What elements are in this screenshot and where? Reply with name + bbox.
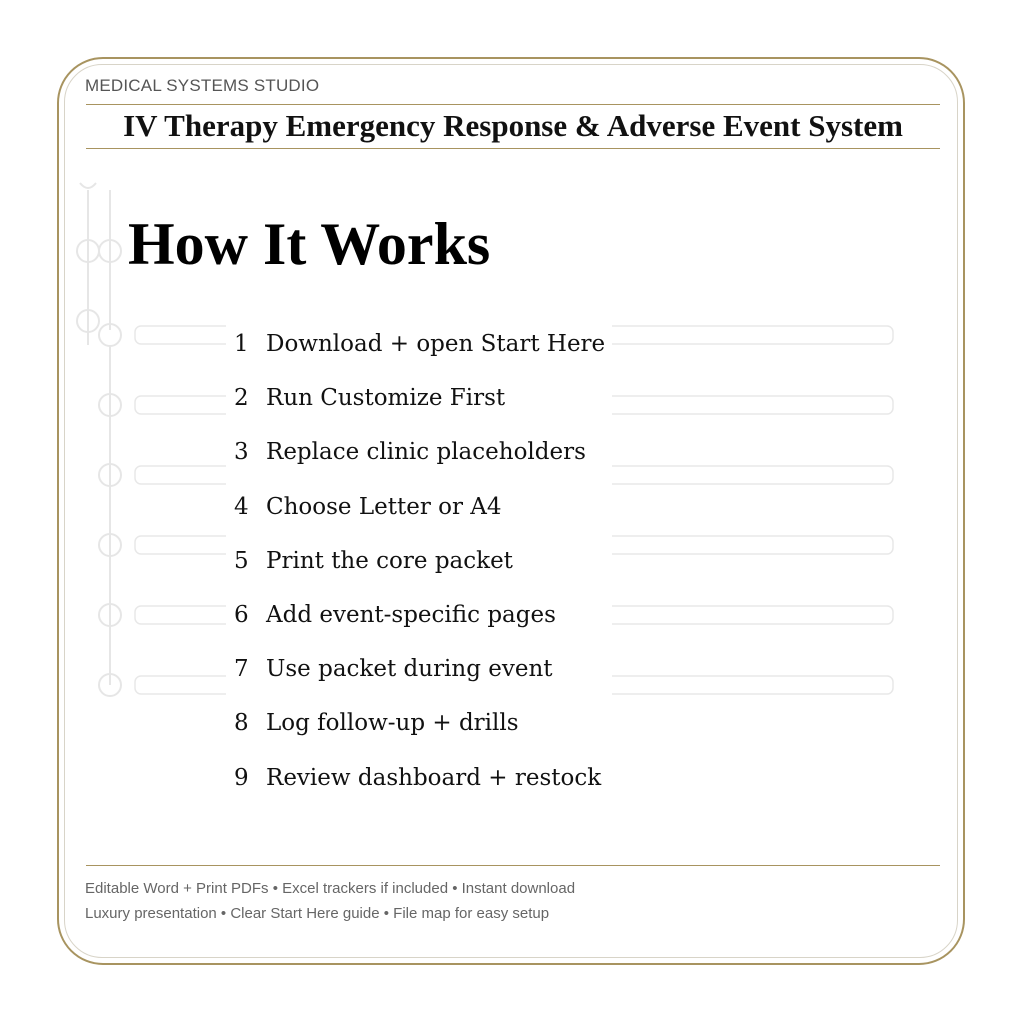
step-text: Run Customize First — [266, 385, 506, 411]
step-number: 9 — [234, 765, 249, 791]
step-text: Download + open Start Here — [266, 331, 606, 357]
footer-features-line2: Luxury presentation • Clear Start Here guide • File map for easy setup — [85, 905, 550, 922]
step-text: Add event-specific pages — [266, 602, 556, 628]
step-number: 7 — [234, 656, 249, 682]
step-item — [234, 598, 556, 632]
step-number: 3 — [234, 439, 249, 465]
step-text: Log follow-up + drills — [266, 710, 519, 736]
footer-rule — [86, 865, 940, 866]
page-heading: How It Works — [128, 211, 491, 277]
step-item — [234, 490, 502, 524]
step-item — [234, 652, 553, 686]
step-item — [234, 761, 601, 795]
footer-features-line1: Editable Word + Print PDFs • Excel trackers if included • Instant download — [85, 880, 576, 897]
step-text: Replace clinic placeholders — [266, 439, 586, 465]
step-item — [234, 435, 586, 469]
step-item — [234, 381, 505, 415]
step-text: Review dashboard + restock — [266, 765, 602, 791]
step-item — [234, 544, 513, 578]
step-number: 5 — [234, 548, 249, 574]
step-number: 2 — [234, 385, 249, 411]
step-number: 8 — [234, 710, 249, 736]
step-number: 1 — [234, 331, 249, 357]
brand-name: MEDICAL SYSTEMS STUDIO — [85, 76, 320, 95]
step-number: 6 — [234, 602, 249, 628]
step-text: Use packet during event — [266, 656, 553, 682]
step-text: Choose Letter or A4 — [266, 494, 502, 520]
step-number: 4 — [234, 494, 249, 520]
step-text: Print the core packet — [266, 548, 513, 574]
step-item — [234, 706, 519, 740]
step-item — [234, 327, 605, 361]
header-title: IV Therapy Emergency Response & Adverse Event System — [123, 108, 903, 143]
